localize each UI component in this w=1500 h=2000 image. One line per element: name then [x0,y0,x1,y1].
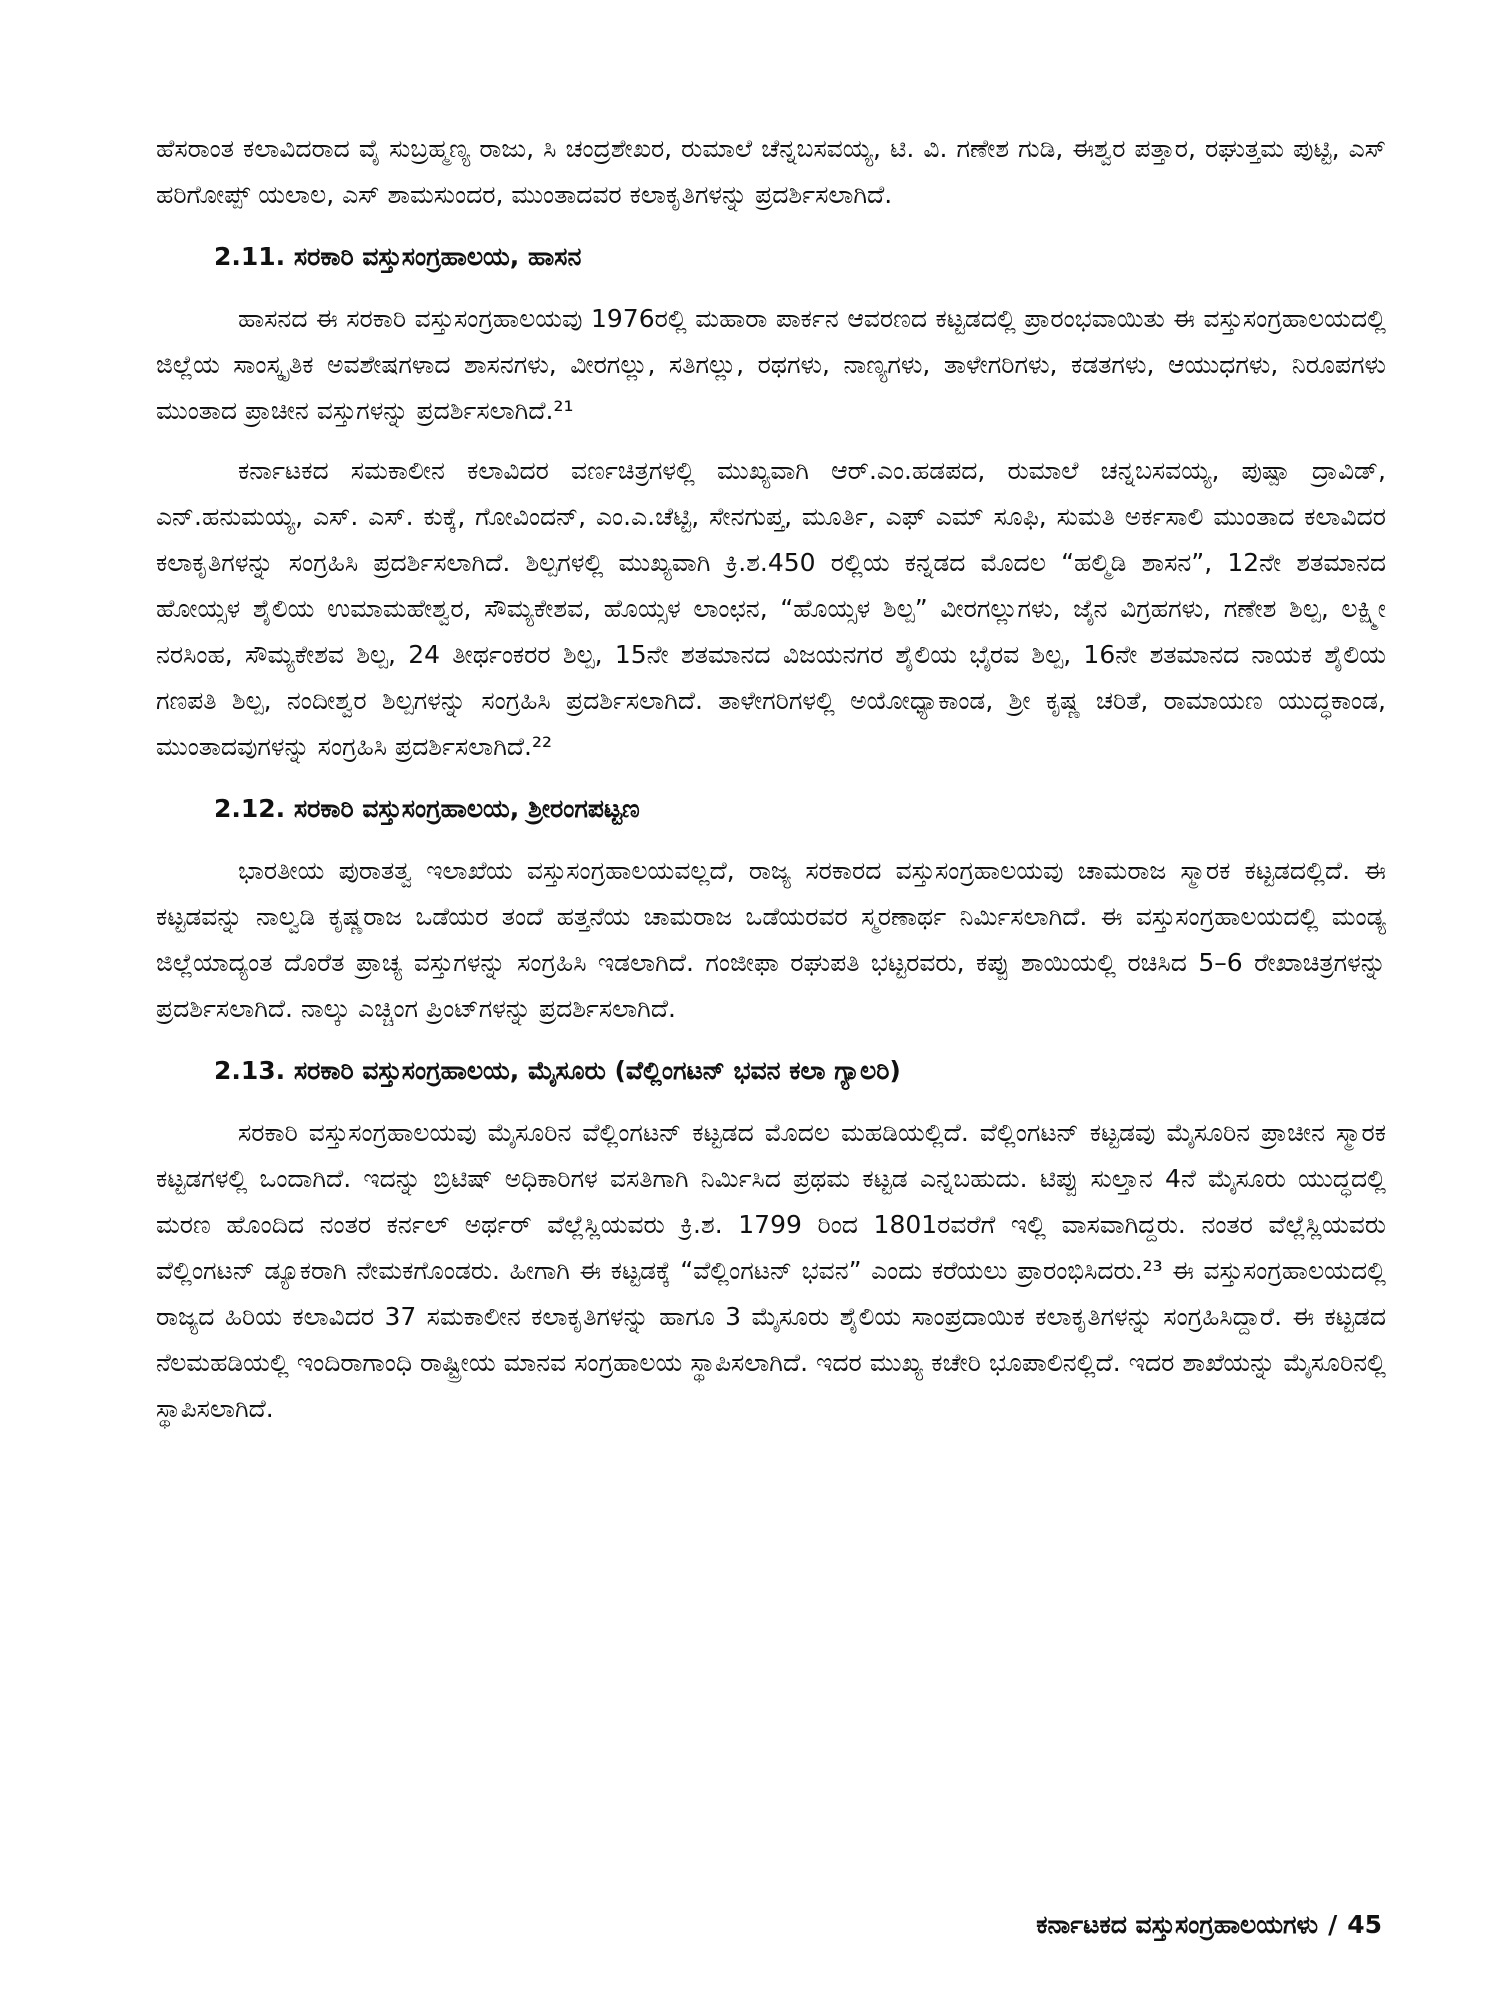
section-heading-2-11: 2.11. ಸರಕಾರಿ ವಸ್ತುಸಂಗ್ರಹಾಲಯ, ಹಾಸನ [214,242,582,271]
page-number: 45 [1347,1910,1382,1939]
intro-paragraph: ಹೆಸರಾಂತ ಕಲಾವಿದರಾದ ವೈ ಸುಬ್ರಹ್ಮಣ್ಯ ರಾಜು, ಸಿ ಚಂದ್ರಶೇಖರ, ರುಮಾಲೆ ಚೆನ್ನಬಸವಯ್ಯ, ಟಿ. ವಿ. ಗಣೇಶ ಗುಡಿ, ಈಶ್ವರ ಪತ್ತಾರ, ರಘುತ್ತಮ ಪುಟ್ಟಿ, ಎಸ್ ಹರಿಗೋಪ್ಪ್ ಯಲಾಲ, ಎಸ್ ಶಾಮಸುಂದರ, ಮುಂತಾದವರ ಕಲಾಕೃತಿಗಳನ್ನು ಪ್ರದರ್ಶಿಸಲಾಗಿದೆ. [156,134,1386,209]
section-2-13-paragraph-1: ಸರಕಾರಿ ವಸ್ತುಸಂಗ್ರಹಾಲಯವು ಮೈಸೂರಿನ ವೆಲ್ಲಿಂಗಟನ್ ಕಟ್ಟಡದ ಮೊದಲ ಮಹಡಿಯಲ್ಲಿದೆ. ವೆಲ್ಲಿಂಗಟನ್ ಕಟ್ಟಡವು ಮೈಸೂರಿನ ಪ್ರಾಚೀನ ಸ್ಮಾರಕ ಕಟ್ಟಡಗಳಲ್ಲಿ ಒಂದಾಗಿದೆ. ಇದನ್ನು ಬ್ರಿಟಿಷ್ ಅಧಿಕಾರಿಗಳ ವಸತಿಗಾಗಿ ನಿರ್ಮಿಸಿದ ಪ್ರಥಮ ಕಟ್ಟಡ ಎನ್ನಬಹುದು. ಟಿಪ್ಪು ಸುಲ್ತಾನ 4ನೆ ಮೈಸೂರು ಯುದ್ಧದಲ್ಲಿ ಮರಣ ಹೊಂದಿದ ನಂತರ ಕರ್ನಲ್ ಅರ್ಥರ್ ವೆಲ್ಲೆಸ್ಲಿಯವರು ಕ್ರಿ.ಶ. 1799 ರಿಂದ 1801ರವರೆಗೆ ಇಲ್ಲಿ ವಾಸವಾಗಿದ್ದರು. ನಂತರ ವೆಲ್ಲೆಸ್ಲಿಯವರು ವೆಲ್ಲಿಂಗಟನ್ ಡ್ಯೂಕರಾಗಿ ನೇಮಕಗೊಂಡರು. ಹೀಗಾಗಿ ಈ ಕಟ್ಟಡಕ್ಕೆ “ವೆಲ್ಲಿಂಗಟನ್ ಭವನ” ಎಂದು ಕರೆಯಲು ಪ್ರಾರಂಭಿಸಿದರು.²³ ಈ ವಸ್ತುಸಂಗ್ರಹಾಲಯದಲ್ಲಿ ರಾಜ್ಯದ ಹಿರಿಯ ಕಲಾವಿದರ 37 ಸಮಕಾಲೀನ ಕಲಾಕೃತಿಗಳನ್ನು ಹಾಗೂ 3 ಮೈಸೂರು ಶೈಲಿಯ ಸಾಂಪ್ರದಾಯಿಕ ಕಲಾಕೃತಿಗಳನ್ನು ಸಂಗ್ರಹಿಸಿದ್ದಾರೆ. ಈ ಕಟ್ಟಡದ ನೆಲಮಹಡಿಯಲ್ಲಿ ಇಂದಿರಾಗಾಂಧಿ ರಾಷ್ಟ್ರೀಯ ಮಾನವ ಸಂಗ್ರಹಾಲಯ ಸ್ಥಾಪಿಸಲಾಗಿದೆ. ಇದರ ಮುಖ್ಯ ಕಚೇರಿ ಭೂಪಾಲಿನಲ್ಲಿದೆ. ಇದರ ಶಾಖೆಯನ್ನು ಮೈಸೂರಿನಲ್ಲಿ ಸ್ಥಾಪಿಸಲಾಗಿದೆ. [156,1118,1386,1423]
section-2-12-paragraph-1: ಭಾರತೀಯ ಪುರಾತತ್ವ ಇಲಾಖೆಯ ವಸ್ತುಸಂಗ್ರಹಾಲಯವಲ್ಲದೆ, ರಾಜ್ಯ ಸರಕಾರದ ವಸ್ತುಸಂಗ್ರಹಾಲಯವು ಚಾಮರಾಜ ಸ್ಮಾರಕ ಕಟ್ಟಡದಲ್ಲಿದೆ. ಈ ಕಟ್ಟಡವನ್ನು ನಾಲ್ವಡಿ ಕೃಷ್ಣರಾಜ ಒಡೆಯರ ತಂದೆ ಹತ್ತನೆಯ ಚಾಮರಾಜ ಒಡೆಯರವರ ಸ್ಮರಣಾರ್ಥ ನಿರ್ಮಿಸಲಾಗಿದೆ. ಈ ವಸ್ತುಸಂಗ್ರಹಾಲಯದಲ್ಲಿ ಮಂಡ್ಯ ಜಿಲ್ಲೆಯಾದ್ಯಂತ ದೊರೆತ ಪ್ರಾಚ್ಯ ವಸ್ತುಗಳನ್ನು ಸಂಗ್ರಹಿಸಿ ಇಡಲಾಗಿದೆ. ಗಂಜೀಫಾ ರಘುಪತಿ ಭಟ್ಟರವರು, ಕಪ್ಪು ಶಾಯಿಯಲ್ಲಿ ರಚಿಸಿದ 5–6 ರೇಖಾಚಿತ್ರಗಳನ್ನು ಪ್ರದರ್ಶಿಸಲಾಗಿದೆ. ನಾಲ್ಕು ಎಚ್ಚಿಂಗ ಪ್ರಿಂಟ್‌ಗಳನ್ನು ಪ್ರದರ್ಶಿಸಲಾಗಿದೆ. [156,856,1386,1023]
page-body [156,126,1386,1432]
section-2-11-paragraph-1: ಹಾಸನದ ಈ ಸರಕಾರಿ ವಸ್ತುಸಂಗ್ರಹಾಲಯವು 1976ರಲ್ಲಿ ಮಹಾರಾ ಪಾರ್ಕನ ಆವರಣದ ಕಟ್ಟಡದಲ್ಲಿ ಪ್ರಾರಂಭವಾಯಿತು ಈ ವಸ್ತುಸಂಗ್ರಹಾಲಯದಲ್ಲಿ ಜಿಲ್ಲೆಯ ಸಾಂಸ್ಕೃತಿಕ ಅವಶೇಷಗಳಾದ ಶಾಸನಗಳು, ವೀರಗಲ್ಲು, ಸತಿಗಲ್ಲು, ರಥಗಳು, ನಾಣ್ಯಗಳು, ತಾಳೇಗರಿಗಳು, ಕಡತಗಳು, ಆಯುಧಗಳು, ನಿರೂಪಗಳು ಮುಂತಾದ ಪ್ರಾಚೀನ ವಸ್ತುಗಳನ್ನು ಪ್ರದರ್ಶಿಸಲಾಗಿದೆ.²¹ [156,304,1386,425]
footer-book-title: ಕರ್ನಾಟಕದ ವಸ್ತುಸಂಗ್ರಹಾಲಯಗಳು [1036,1910,1319,1939]
paragraph-gap [156,434,1386,448]
page-footer [1036,1905,1382,1945]
section-heading-2-12: 2.12. ಸರಕಾರಿ ವಸ್ತುಸಂಗ್ರಹಾಲಯ, ಶ್ರೀರಂಗಪಟ್ಟಣ [214,794,640,823]
section-heading-2-13: 2.13. ಸರಕಾರಿ ವಸ್ತುಸಂಗ್ರಹಾಲಯ, ಮೈಸೂರು (ವೆಲ್ಲಿಂಗಟನ್ ಭವನ ಕಲಾ ಗ್ಯಾಲರಿ) [214,1056,901,1085]
footer-separator: / [1328,1910,1338,1939]
section-2-11-paragraph-2: ಕರ್ನಾಟಕದ ಸಮಕಾಲೀನ ಕಲಾವಿದರ ವರ್ಣಚಿತ್ರಗಳಲ್ಲಿ ಮುಖ್ಯವಾಗಿ ಆರ್.ಎಂ.ಹಡಪದ, ರುಮಾಲೆ ಚನ್ನಬಸವಯ್ಯ, ಪುಷ್ಪಾ ದ್ರಾವಿಡ್, ಎನ್.ಹನುಮಯ್ಯ, ಎಸ್. ಎಸ್. ಕುಕ್ಕೆ, ಗೋವಿಂದನ್, ಎಂ.ಎ.ಚೆಟ್ಟಿ, ಸೇನಗುಪ್ತ, ಮೂರ್ತಿ, ಎಫ್ ಎಮ್ ಸೂಫಿ, ಸುಮತಿ ಅರ್ಕಸಾಲಿ ಮುಂತಾದ ಕಲಾವಿದರ ಕಲಾಕೃತಿಗಳನ್ನು ಸಂಗ್ರಹಿಸಿ ಪ್ರದರ್ಶಿಸಲಾಗಿದೆ. ಶಿಲ್ಪಗಳಲ್ಲಿ ಮುಖ್ಯವಾಗಿ ಕ್ರಿ.ಶ.450 ರಲ್ಲಿಯ ಕನ್ನಡದ ಮೊದಲ “ಹಲ್ಮಿಡಿ ಶಾಸನ”, 12ನೇ ಶತಮಾನದ ಹೋಯ್ಸಳ ಶೈಲಿಯ ಉಮಾಮಹೇಶ್ವರ, ಸೌಮ್ಯಕೇಶವ, ಹೊಯ್ಸಳ ಲಾಂಛನ, “ಹೊಯ್ಸಳ ಶಿಲ್ಪ” ವೀರಗಲ್ಲುಗಳು, ಜೈನ ವಿಗ್ರಹಗಳು, ಗಣೇಶ ಶಿಲ್ಪ, ಲಕ್ಷ್ಮೀ ನರಸಿಂಹ, ಸೌಮ್ಯಕೇಶವ ಶಿಲ್ಪ, 24 ತೀರ್ಥಂಕರರ ಶಿಲ್ಪ, 15ನೇ ಶತಮಾನದ ವಿಜಯನಗರ ಶೈಲಿಯ ಭೈರವ ಶಿಲ್ಪ, 16ನೇ ಶತಮಾನದ ನಾಯಕ ಶೈಲಿಯ ಗಣಪತಿ ಶಿಲ್ಪ, ನಂದೀಶ್ವರ ಶಿಲ್ಪಗಳನ್ನು ಸಂಗ್ರಹಿಸಿ ಪ್ರದರ್ಶಿಸಲಾಗಿದೆ. ತಾಳೇಗರಿಗಳಲ್ಲಿ ಅಯೋಧ್ಯಾಕಾಂಡ, ಶ್ರೀ ಕೃಷ್ಣ ಚರಿತೆ, ರಾಮಾಯಣ ಯುದ್ಧಕಾಂಡ, ಮುಂತಾದವುಗಳನ್ನು ಸಂಗ್ರಹಿಸಿ ಪ್ರದರ್ಶಿಸಲಾಗಿದೆ.²² [156,456,1386,761]
